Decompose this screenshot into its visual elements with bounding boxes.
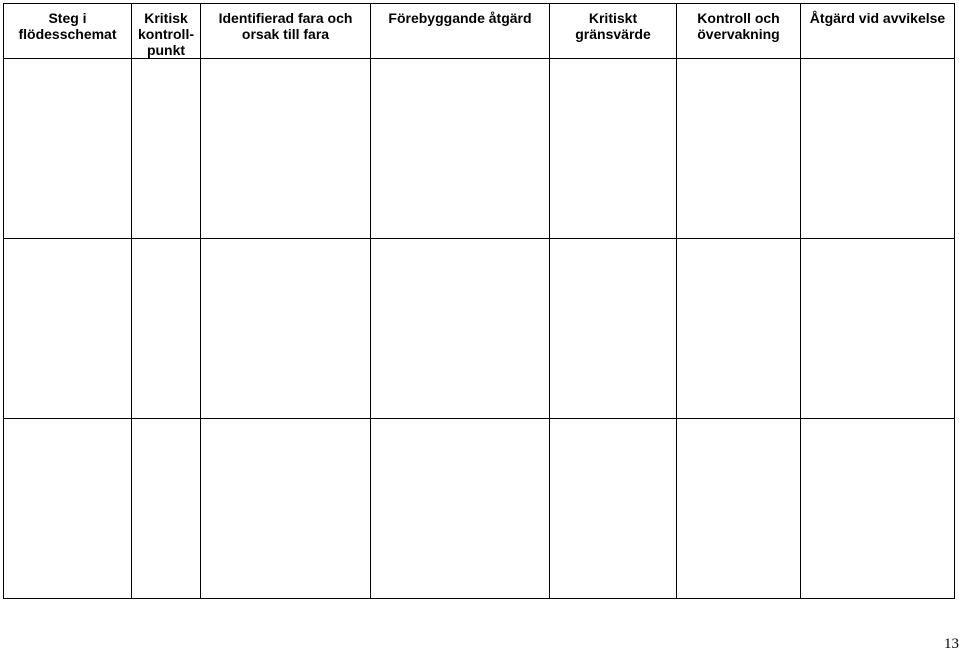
header-label: Kritiskt gränsvärde (575, 10, 651, 42)
table-cell[interactable] (201, 239, 371, 419)
table-cell[interactable] (201, 419, 371, 599)
table-cell[interactable] (677, 419, 801, 599)
table-cell[interactable] (4, 59, 132, 239)
table-cell[interactable] (801, 419, 955, 599)
header-control-monitoring (677, 4, 801, 59)
table-cell[interactable] (201, 59, 371, 239)
table-cell[interactable] (371, 419, 550, 599)
table-cell[interactable] (132, 419, 201, 599)
header-critical-control-point (132, 4, 201, 59)
header-identified-hazard (201, 4, 371, 59)
table-row (4, 239, 955, 419)
header-label: Kritisk kontroll- punkt (138, 10, 194, 58)
haccp-table (3, 3, 955, 599)
header-step-in-flowchart (4, 4, 132, 59)
table-cell[interactable] (550, 239, 677, 419)
header-preventive-measure (371, 4, 550, 59)
table-cell[interactable] (132, 239, 201, 419)
header-label: Förebyggande åtgärd (388, 10, 532, 26)
header-label: Steg i flödesschemat (18, 10, 117, 42)
table-cell[interactable] (371, 59, 550, 239)
header-label: Kontroll och övervakning (697, 10, 780, 42)
table-header-row (4, 4, 955, 59)
header-corrective-action (801, 4, 955, 59)
table-cell[interactable] (132, 59, 201, 239)
table-cell[interactable] (801, 239, 955, 419)
table-cell[interactable] (4, 239, 132, 419)
table-cell[interactable] (4, 419, 132, 599)
header-critical-limit (550, 4, 677, 59)
table-row (4, 419, 955, 599)
header-label: Åtgärd vid avvikelse (809, 10, 946, 26)
header-label: Identifierad fara och orsak till fara (218, 10, 353, 42)
table-cell[interactable] (801, 59, 955, 239)
table-cell[interactable] (371, 239, 550, 419)
page-number: 13 (944, 636, 959, 652)
table-row (4, 59, 955, 239)
table-cell[interactable] (677, 239, 801, 419)
table-cell[interactable] (677, 59, 801, 239)
table-cell[interactable] (550, 419, 677, 599)
table-cell[interactable] (550, 59, 677, 239)
